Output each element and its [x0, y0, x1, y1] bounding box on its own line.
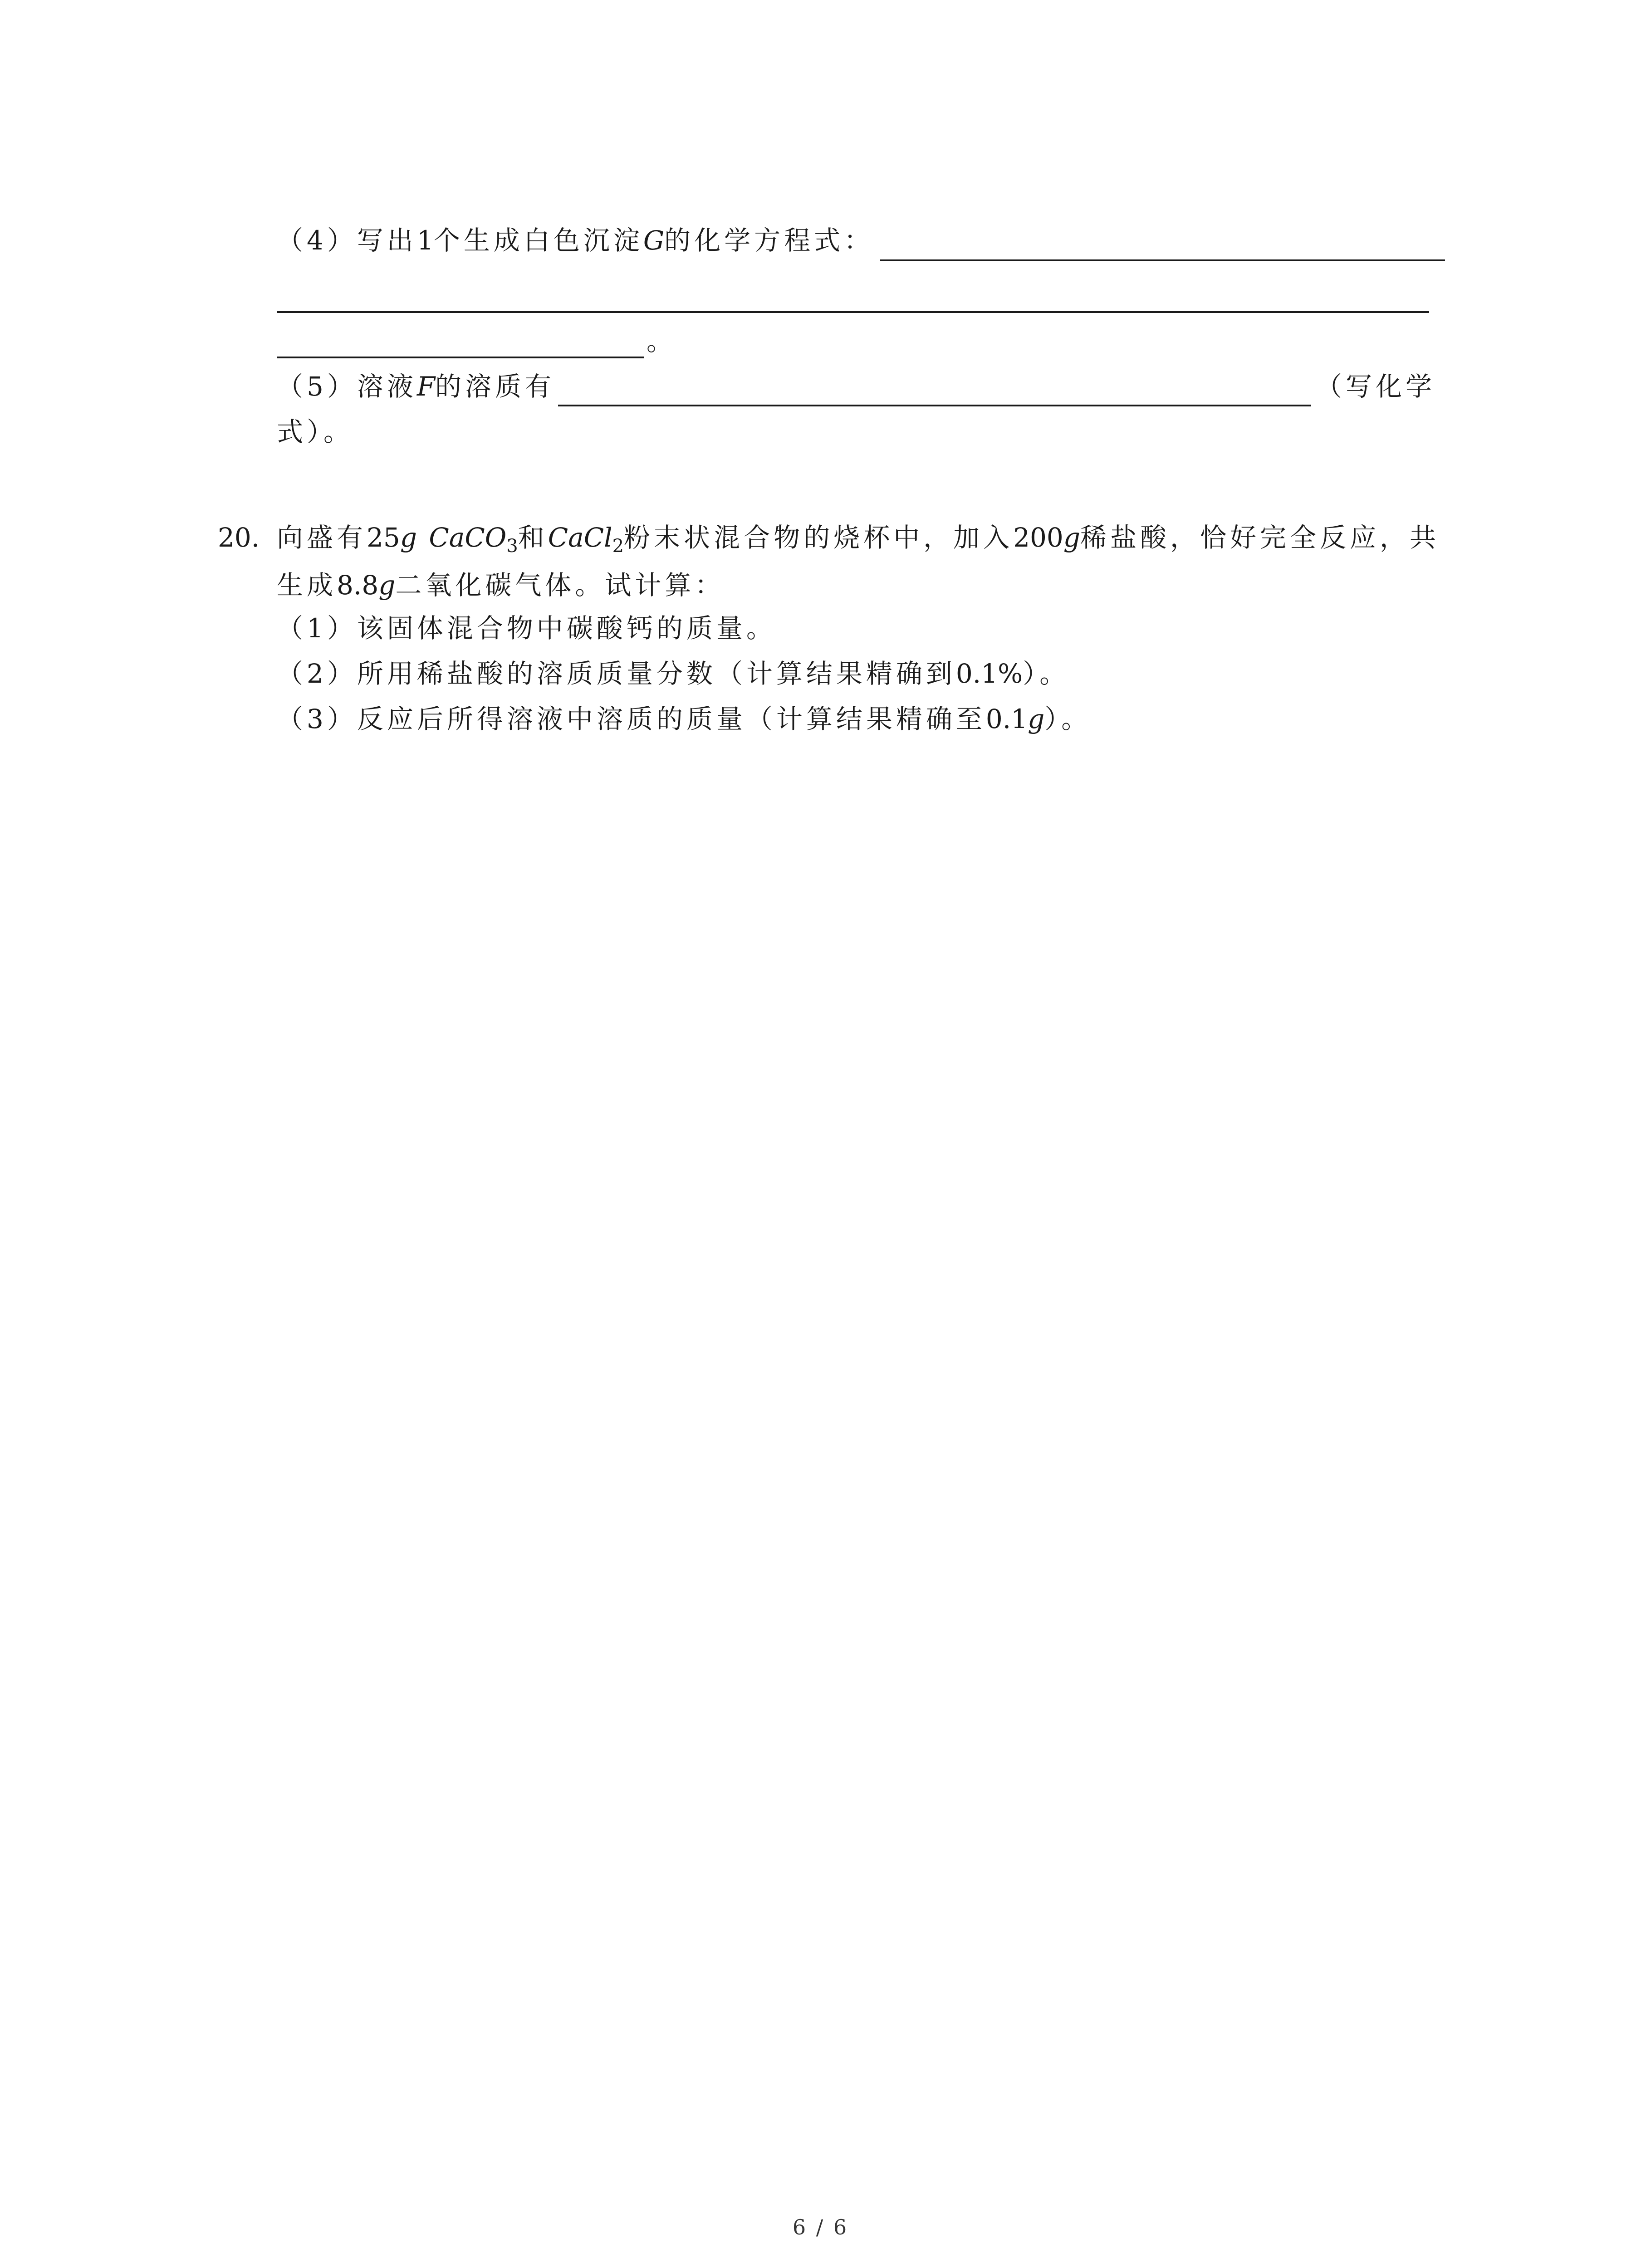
q19-part4-line: （4）写出1个生成白色沉淀G的化学方程式：	[277, 225, 874, 256]
page-number: 6 / 6	[792, 2215, 849, 2239]
q20-subquestion-1: （1）该固体混合物中碳酸钙的质量。	[277, 613, 776, 644]
formula-caco3: CaCO$_3$	[429, 522, 518, 557]
q20-number: 20.	[218, 522, 260, 553]
q19-part4-end: 。	[647, 326, 677, 357]
q19-part5-cont: 式）。	[277, 416, 354, 447]
q20-stem-line-1: 向盛有25g CaCO$_3$和CaCl$_2$粉末状混合物的烧杯中，加入200g稀盐酸，恰好完全反应，共	[277, 522, 1440, 557]
q19-part5-answer-blank[interactable]	[558, 405, 1311, 406]
q20-stem-line-2: 生成8.8g二氧化碳气体。试计算：	[277, 570, 725, 601]
q20-subquestion-3: （3）反应后所得溶液中溶质的质量（计算结果精确至0.1g）。	[277, 704, 1092, 734]
q20-subquestion-2: （2）所用稀盐酸的溶质质量分数（计算结果精确到0.1%）。	[277, 658, 1070, 689]
q19-part5-line: （5）溶液F的溶质有	[277, 371, 555, 402]
q19-part4-answer-blank-1[interactable]	[880, 259, 1445, 261]
q19-part4-answer-blank-3[interactable]	[277, 357, 644, 358]
q19-part5-suffix: （写化学	[1316, 371, 1436, 402]
q19-part4-answer-blank-2[interactable]	[277, 311, 1429, 313]
formula-cacl2: CaCl$_2$	[548, 522, 624, 557]
